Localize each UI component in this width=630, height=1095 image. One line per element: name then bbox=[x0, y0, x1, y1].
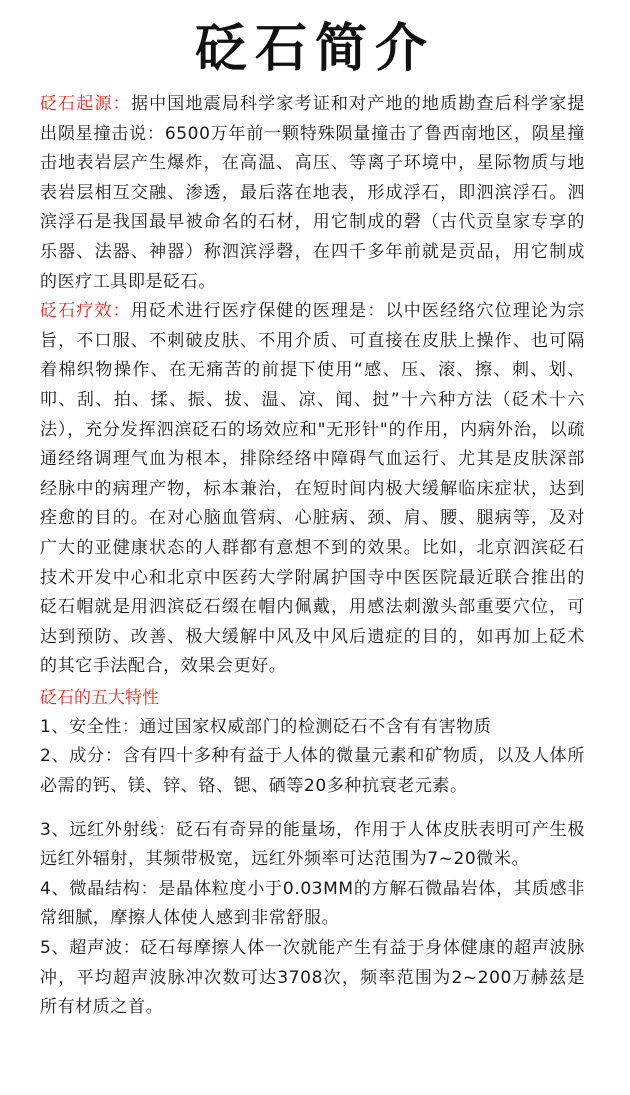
efficacy-text: 用砭术进行医疗保健的医理是：以中医经络穴位理论为宗旨，不口服、不刺破皮肤、不用介质、可直接在皮肤上操作、也可隔着棉织物操作、在无痛苦的前提下使用“感、压、滚、擦、刺、划、叩、刮、拍、揉、振、拔、温、凉、闻、挝”十六种方法（砭术十六法），充分发挥泗滨砭石的场效应和"无形针"的作用，内病外治，以疏通经络调理气血为根本，排除经络中障碍气血运行、尤其是皮肤深部经脉中的病理产物，标本兼治，在短时间内极大缓解临床症状，达到痊愈的目的。在对心脑血管病、心脏病、颈、肩、腰、腿病等，及对广大的亚健康状态的人群都有意想不到的效果。比如，北京泗滨砭石技术开发中心和北京中医药大学附属护国寺中医医院最近联合推出的砭石帽就是用泗滨砭石缀在帽内佩戴，用感法刺激头部重要穴位，可达到预防、改善、极大缓解中风及中风后遗症的目的，如再加上砭术的其它手法配合，效果会更好。 bbox=[40, 301, 586, 677]
features-heading: 砭石的五大特性 bbox=[40, 687, 159, 708]
origin-label: 砭石起源： bbox=[40, 94, 131, 114]
feature-item-microcrystal: 4、微晶结构：是晶体粒度小于0.03MM的方解石微晶岩体，其质感非常细腻，摩擦人体使人感到非常舒服。 bbox=[40, 878, 585, 929]
feature-item-safety: 1、安全性：通过国家权威部门的检测砭石不含有有害物质 bbox=[40, 716, 492, 737]
efficacy-label: 砭石疗效： bbox=[40, 301, 131, 322]
page-title: 砭石简介 bbox=[194, 18, 435, 79]
efficacy-paragraph bbox=[40, 297, 585, 682]
origin-paragraph bbox=[40, 90, 585, 297]
feature-item-composition: 2、成分：含有四十多种有益于人体的微量元素和矿物质，以及人体所必需的钙、镁、锌、铬、锶、硒等20多种抗衰老元素。 bbox=[40, 746, 585, 797]
article-body bbox=[40, 90, 585, 1023]
feature-item-infrared: 3、远红外射线：砭石有奇异的能量场，作用于人体皮肤表明可产生极远红外辐射，其频带极宽，远红外频率可达范围为7~20微米。 bbox=[40, 819, 585, 870]
origin-text: 据中国地震局科学家考证和对产地的地质勘查后科学家提出陨星撞击说：6500万年前一颗特殊陨量撞击了鲁西南地区，陨星撞击地表岩层产生爆炸，在高温、高压、等离子环境中，星际物质与地表岩层相互交融、渗透，最后落在地表，形成浮石，即泗滨浮石。泗滨浮石是我国最早被命名的石材，用它制成的磬（古代贡皇家专享的乐器、法器、神器）称泗滨浮磬，在四千多年前就是贡品，用它制成的医疗工具即是砭石。 bbox=[40, 94, 586, 292]
spacer bbox=[40, 802, 585, 816]
feature-item-ultrasound: 5、超声波：砭石每摩擦人体一次就能产生有益于身体健康的超声波脉冲，平均超声波脉冲次数可达3708次，频率范围为2~200万赫兹是所有材质之首。 bbox=[40, 938, 585, 1018]
